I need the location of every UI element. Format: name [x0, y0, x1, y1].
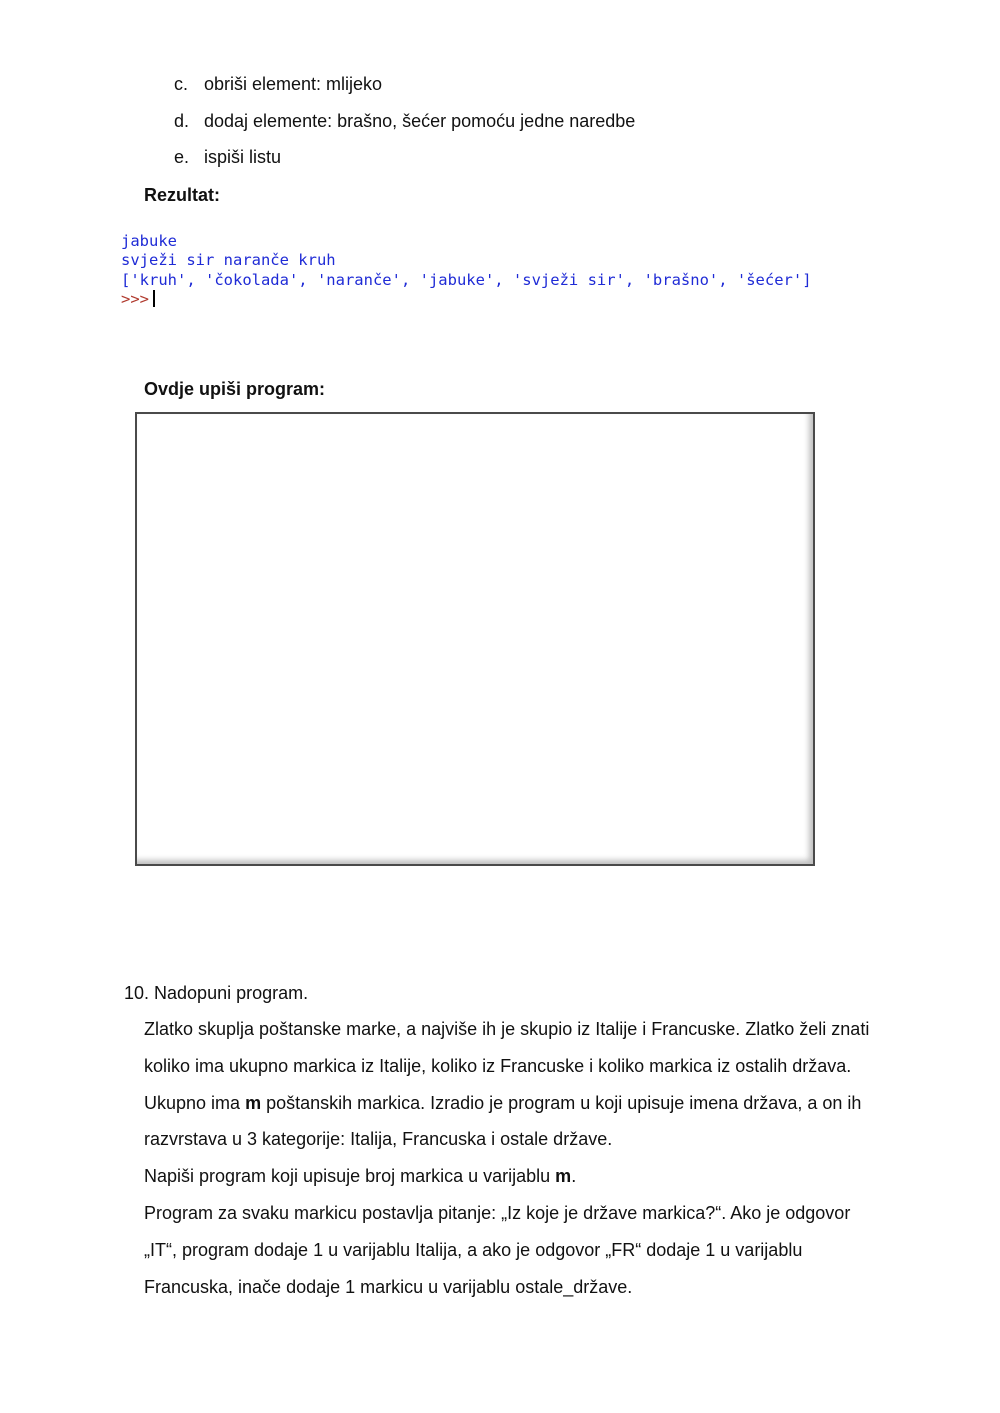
task-10-line-6: Program za svaku markicu postavlja pitanje: „Iz koje je države markica?“. Ako je odgovor — [144, 1203, 851, 1223]
task-10-line-5 — [144, 1165, 576, 1187]
task-10-line-7: „IT“, program dodaje 1 u varijablu Italija, a ako je odgovor „FR“ dodaje 1 u varijablu — [144, 1240, 803, 1260]
variable-m: m — [245, 1093, 262, 1113]
task-10-line-8: Francuska, inače dodaje 1 markicu u varijablu ostale_države. — [144, 1277, 633, 1297]
text-cursor — [153, 290, 155, 307]
task-10-line-2: koliko ima ukupno markica iz Italije, koliko iz Francuske i koliko markica iz ostalih država. — [144, 1056, 852, 1076]
variable-m-2: m — [555, 1166, 572, 1186]
list-item-c: obriši element: mlijeko — [204, 74, 383, 94]
result-label: Rezultat: — [144, 185, 220, 205]
program-label: Ovdje upiši program: — [144, 379, 326, 399]
task-10-line-3-end: poštanskih markica. Izradio je program u koji upisuje imena država, a on ih — [261, 1093, 862, 1113]
program-answer-box[interactable] — [135, 412, 815, 866]
task-10-line-4: razvrstava u 3 kategorije: Italija, Francuska i ostale države. — [144, 1129, 613, 1149]
shell-prompt: >>> — [121, 289, 149, 308]
task-10-line-5-start: Napiši program koji upisuje broj markica u varijablu — [144, 1166, 556, 1186]
output-line-3: ['kruh', 'čokolada', 'naranče', 'jabuke', 'svježi sir', 'brašno', 'šećer'] — [121, 270, 812, 289]
list-marker-d: d. — [174, 111, 190, 131]
output-line-2: svježi sir naranče kruh — [121, 251, 336, 270]
task-10-line-3-start: Ukupno ima — [144, 1093, 246, 1113]
task-10-line-5-end: . — [571, 1166, 577, 1186]
program-output — [121, 232, 812, 309]
task-10-line-1: Zlatko skuplja poštanske marke, a najviše ih je skupio iz Italije i Francuske. Zlatko želi znati — [144, 1019, 870, 1039]
task-10-heading: 10. Nadopuni program. — [124, 983, 309, 1003]
task-10-line-3 — [144, 1092, 861, 1114]
output-line-1: jabuke — [121, 232, 177, 250]
list-marker-c: c. — [174, 74, 189, 94]
list-item-d: dodaj elemente: brašno, šećer pomoću jedne naredbe — [204, 111, 636, 131]
list-item-e: ispiši listu — [204, 147, 282, 167]
list-marker-e: e. — [174, 147, 190, 167]
